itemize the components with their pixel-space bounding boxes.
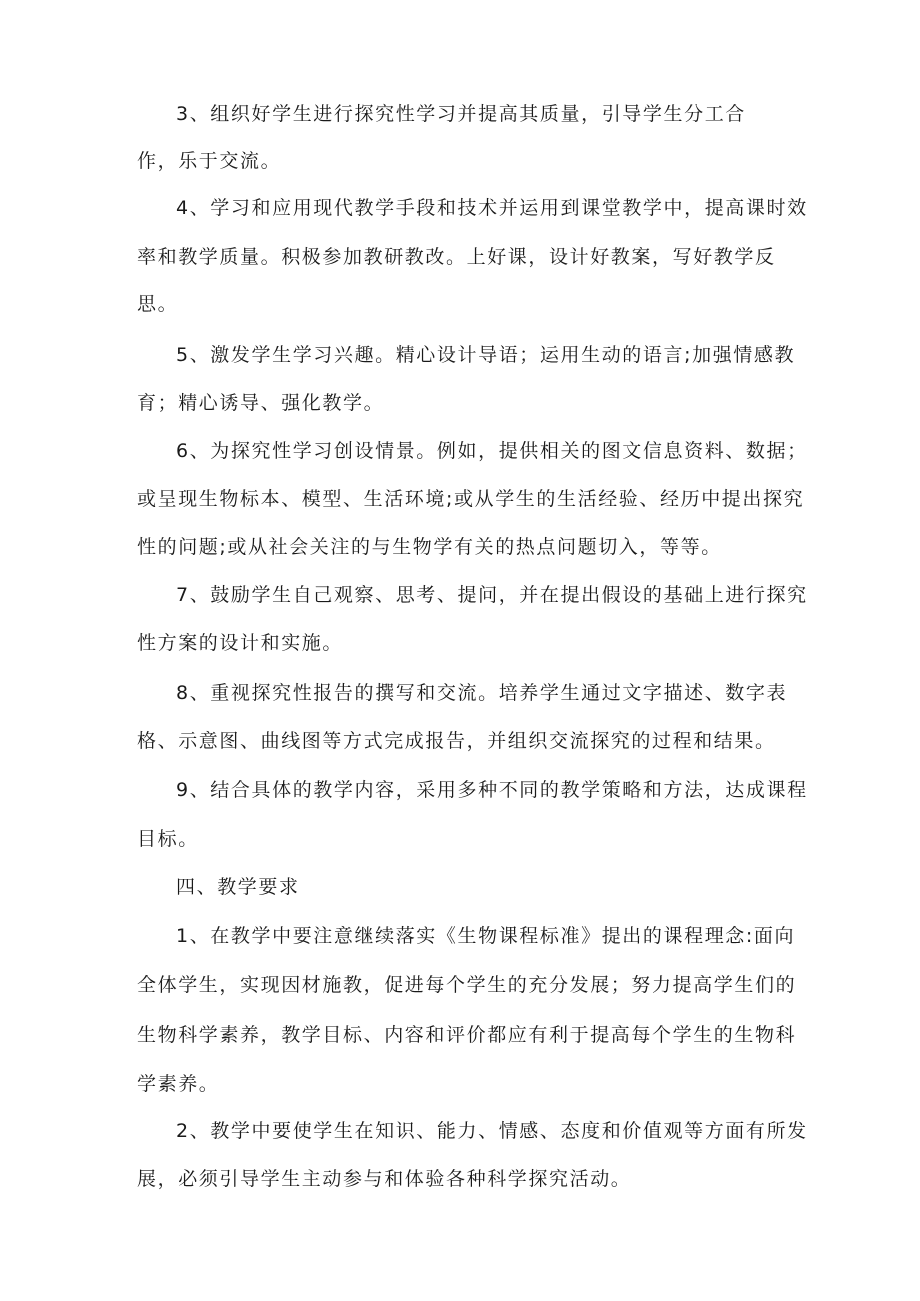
paragraph-line: 4、学习和应用现代教学手段和技术并运用到课堂教学中，提高课时效 xyxy=(176,197,808,219)
paragraph-line: 作，乐于交流。 xyxy=(137,150,282,172)
paragraph-line: 学素养。 xyxy=(137,1073,220,1095)
paragraph-line: 率和教学质量。积极参加教研教改。上好课，设计好教案，写好教学反 xyxy=(137,246,776,268)
paragraph-line: 格、示意图、曲线图等方式完成报告，并组织交流探究的过程和结果。 xyxy=(137,730,776,752)
paragraph-line: 目标。 xyxy=(137,828,199,850)
paragraph-line: 6、为探究性学习创设情景。例如，提供相关的图文信息资料、数据； xyxy=(176,440,808,462)
paragraph-line: 育；精心诱导、强化教学。 xyxy=(137,392,385,414)
paragraph-line: 8、重视探究性报告的撰写和交流。培养学生通过文字描述、数字表 xyxy=(176,682,788,704)
paragraph-line: 性的问题;或从社会关注的与生物学有关的热点问题切入，等等。 xyxy=(137,536,722,558)
paragraph-line: 7、鼓励学生自己观察、思考、提问，并在提出假设的基础上进行探究 xyxy=(176,584,808,606)
paragraph-line: 9、结合具体的教学内容，采用多种不同的教学策略和方法，达成课程 xyxy=(176,779,808,801)
paragraph-line: 2、教学中要使学生在知识、能力、情感、态度和价值观等方面有所发 xyxy=(176,1120,808,1142)
paragraph-line: 性方案的设计和实施。 xyxy=(137,632,344,654)
paragraph-line: 全体学生，实现因材施教，促进每个学生的充分发展；努力提高学生们的 xyxy=(137,974,797,996)
paragraph-line: 生物科学素养，教学目标、内容和评价都应有利于提高每个学生的生物科 xyxy=(137,1024,797,1046)
paragraph-line: 思。 xyxy=(137,293,179,315)
section-heading-text: 四、教学要求 xyxy=(176,876,300,898)
paragraph-line: 5、激发学生学习兴趣。精心设计导语；运用生动的语言;加强情感教 xyxy=(176,344,796,366)
paragraph-line: 3、组织好学生进行探究性学习并提高其质量，引导学生分工合 xyxy=(176,103,746,125)
paragraph-line: 或呈现生物标本、模型、生活环境;或从学生的生活经验、经历中提出探究 xyxy=(137,488,805,510)
paragraph-line: 展，必须引导学生主动参与和体验各种科学探究活动。 xyxy=(137,1168,632,1190)
paragraph-line: 1、在教学中要注意继续落实《生物课程标准》提出的课程理念:面向 xyxy=(176,925,796,947)
